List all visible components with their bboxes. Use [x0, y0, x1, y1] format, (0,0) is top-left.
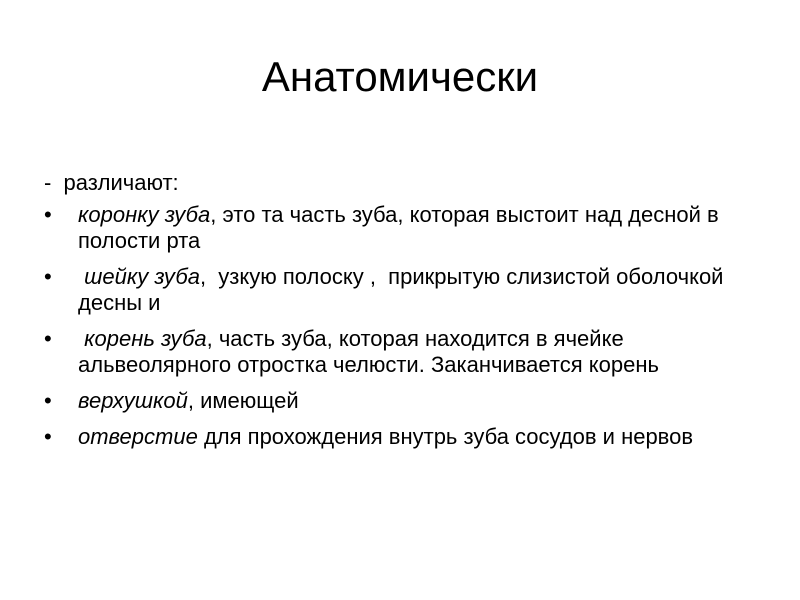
bullet-icon: • [44, 264, 52, 289]
definition-root: , часть зуба, которая находится в ячейке альвеолярного отростка челюсти. Заканчивается корень [78, 326, 659, 377]
definition-apex: , имеющей [187, 388, 299, 413]
bullet-icon: • [44, 326, 52, 351]
slide-title: Анатомически [261, 53, 539, 100]
bullet-text [78, 264, 764, 316]
bullet-text [78, 326, 764, 378]
bullet-item-crown [44, 202, 764, 254]
term-foramen: отверстие [78, 424, 198, 449]
bullet-item-foramen [44, 424, 764, 450]
bullet-list [44, 202, 764, 450]
bullet-icon: • [44, 424, 52, 449]
bullet-item-neck [44, 264, 764, 316]
bullet-item-root [44, 326, 764, 378]
bullet-text [78, 202, 764, 254]
bullet-icon: • [44, 202, 52, 227]
bullet-text [78, 424, 764, 450]
definition-neck: , узкую полоску , прикрытую слизистой оболочкой десны и [78, 264, 730, 315]
bullet-text [78, 388, 764, 414]
intro-line: - различают: [44, 170, 179, 195]
bullet-item-apex [44, 388, 764, 414]
slide-body [44, 170, 764, 460]
definition-crown: , это та часть зуба, которая выстоит над десной в полости рта [78, 202, 725, 253]
term-crown: коронку зуба [78, 202, 211, 227]
term-root: корень зуба [78, 326, 207, 351]
term-neck: шейку зуба [78, 264, 200, 289]
term-apex: верхушкой [78, 388, 188, 413]
bullet-icon: • [44, 388, 52, 413]
definition-foramen: для прохождения внутрь зуба сосудов и нервов [197, 424, 694, 449]
